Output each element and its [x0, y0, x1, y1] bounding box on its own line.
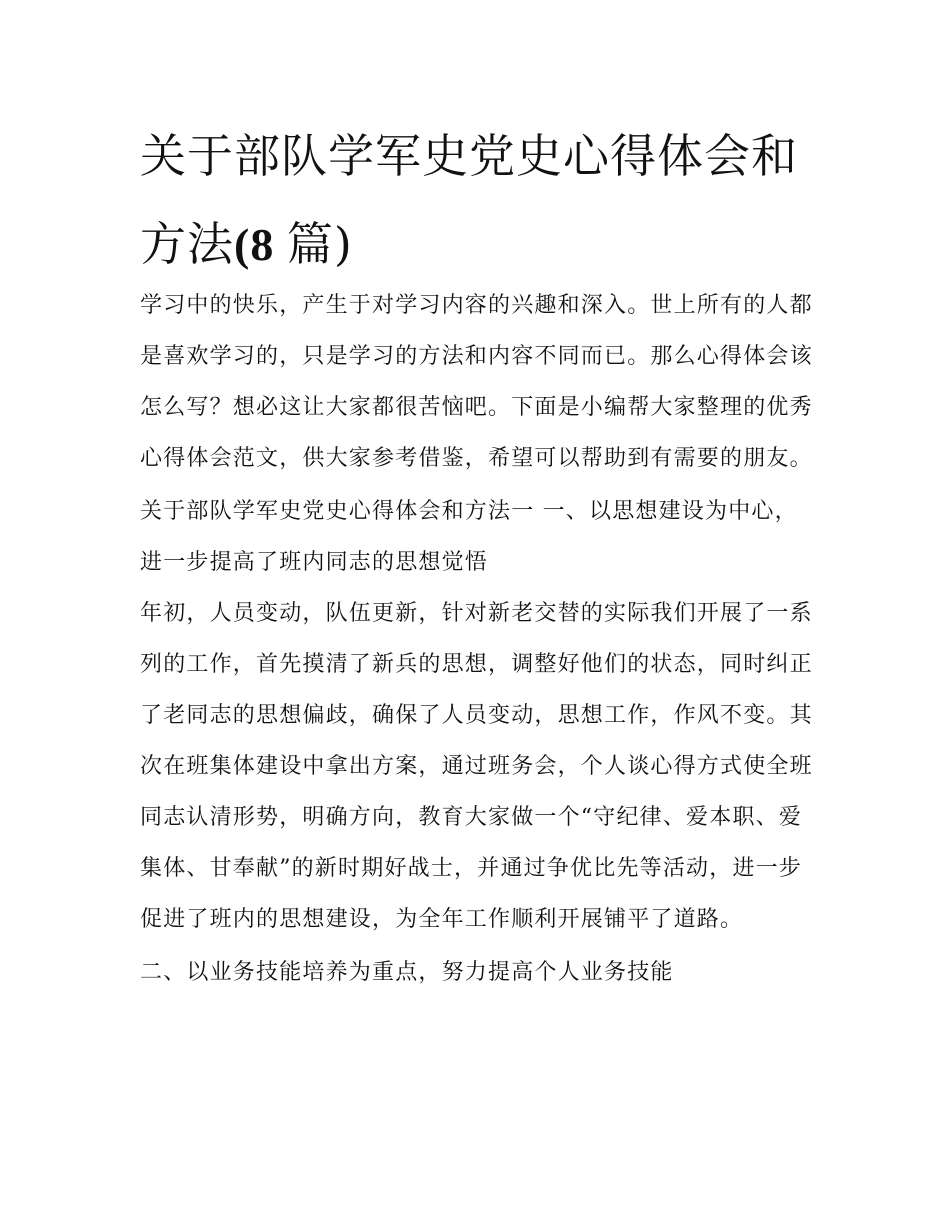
paragraph-section-one-body: 年初，人员变动，队伍更新，针对新老交替的实际我们开展了一系列的工作，首先摸清了新兵的思想，调整好他们的状态，同时纠正了老同志的思想偏歧，确保了人员变动，思想工作，作风不变。其次在班集体建设中拿出方案，通过班务会，个人谈心得方式使全班同志认清形势，明确方向，教育大家做一个“守纪律、爱本职、爱集体、甘奉献”的新时期好战士，并通过争优比先等活动，进一步促进了班内的思想建设，为全年工作顺利开展铺平了道路。 [140, 601, 813, 932]
title-number: (8 [234, 219, 287, 270]
document-body [140, 280, 820, 998]
paragraph-section-one-heading: 关于部队学军史党史心得体会和方法一 一、以思想建设为中心，进一步提高了班内同志的思想觉悟 [140, 499, 798, 575]
title-suffix: 篇) [286, 217, 353, 271]
document-title [140, 112, 820, 289]
title-text: 关于部队学军史党史心得体会和方法 [140, 129, 798, 271]
paragraph-section-two-heading: 二、以业务技能培养为重点，努力提高个人业务技能 [140, 960, 674, 985]
paragraph-intro: 学习中的快乐，产生于对学习内容的兴趣和深入。世上所有的人都是喜欢学习的，只是学习的方法和内容不同而已。那么心得体会该怎么写？想必这让大家都很苦恼吧。下面是小编帮大家整理的优秀心得体会范文，供大家参考借鉴，希望可以帮助到有需要的朋友。 [140, 293, 813, 471]
